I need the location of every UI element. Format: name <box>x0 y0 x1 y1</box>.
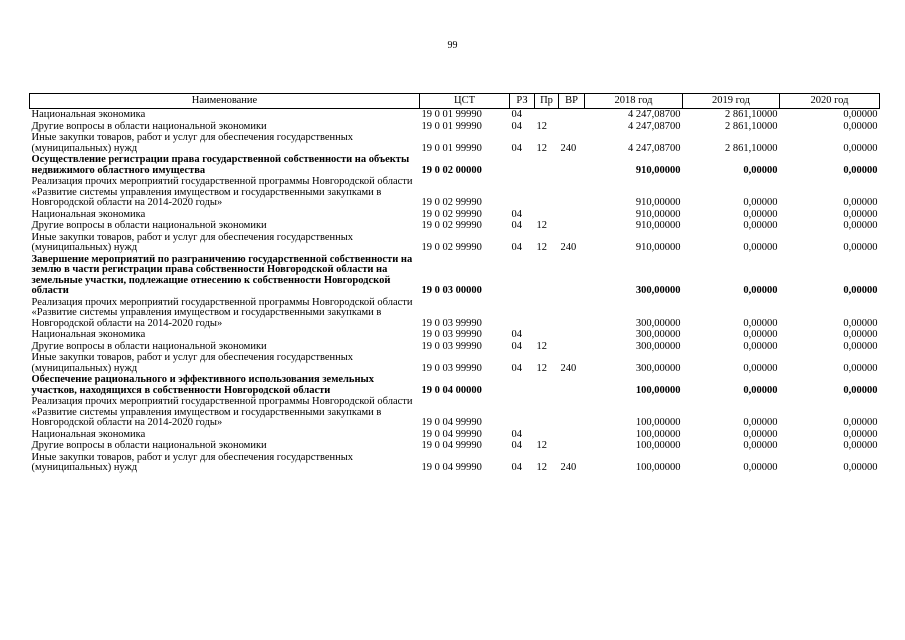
cell-2020: 0,00000 <box>843 120 878 132</box>
cell-pr: 12 <box>536 462 547 473</box>
table-row <box>30 374 880 396</box>
cell-rz: 04 <box>511 220 522 231</box>
cell-name: Иные закупки товаров, работ и услуг для обеспечения государственных (муниципальных) нужд <box>31 352 354 374</box>
cell-name: Реализация прочих мероприятий государственной программы Новгородской области «Развитие системы управления имуществом и государственными закупками в Новгородской области на 2014-2020 годы» <box>31 176 413 208</box>
table-row <box>30 154 880 176</box>
cell-vr <box>559 374 585 396</box>
cell-vr <box>559 254 585 297</box>
cell-2019: 0,00000 <box>743 362 778 374</box>
table-row <box>30 109 880 121</box>
cell-cst: 19 0 04 00000 <box>421 384 482 396</box>
cell-cst: 19 0 03 99990 <box>421 329 482 340</box>
cell-cst: 19 0 01 99990 <box>421 142 482 154</box>
cell-cst: 19 0 02 99990 <box>421 242 482 253</box>
cell-2018: 300,00000 <box>635 362 681 374</box>
cell-2018: 300,00000 <box>635 340 681 352</box>
cell-2020: 0,00000 <box>843 285 878 296</box>
cell-pr <box>535 254 559 297</box>
cell-vr <box>559 396 585 429</box>
cell-vr <box>559 341 585 353</box>
cell-2018: 910,00000 <box>635 197 681 208</box>
cell-rz: 04 <box>511 340 522 352</box>
cell-rz: 04 <box>511 362 522 374</box>
header-2020: 2020 год <box>780 94 880 109</box>
cell-name: Иные закупки товаров, работ и услуг для обеспечения государственных (муниципальных) нужд <box>31 231 354 253</box>
cell-2019: 0,00000 <box>743 340 778 352</box>
cell-vr <box>559 176 585 209</box>
table-row <box>30 440 880 452</box>
cell-vr: 240 <box>560 462 577 473</box>
cell-vr <box>559 440 585 452</box>
cell-2018: 910,00000 <box>635 220 681 231</box>
table-row <box>30 341 880 353</box>
cell-vr <box>559 209 585 221</box>
cell-rz <box>510 396 535 429</box>
table-row <box>30 176 880 209</box>
cell-cst: 19 0 04 99990 <box>421 440 482 451</box>
table-row <box>30 121 880 133</box>
cell-pr <box>535 297 559 330</box>
cell-rz: 04 <box>511 208 522 220</box>
cell-cst: 19 0 02 99990 <box>421 220 482 231</box>
cell-2020: 0,00000 <box>843 142 878 154</box>
cell-2019: 0,00000 <box>743 329 778 340</box>
cell-2018: 910,00000 <box>635 242 681 253</box>
cell-rz <box>510 154 535 176</box>
cell-2020: 0,00000 <box>843 242 878 253</box>
cell-2019: 0,00000 <box>743 220 778 231</box>
cell-pr: 12 <box>536 142 547 154</box>
header-pr: Пр <box>535 94 559 109</box>
table-row <box>30 396 880 429</box>
cell-2019: 0,00000 <box>743 317 778 329</box>
header-vr: ВР <box>559 94 585 109</box>
cell-2018: 4 247,08700 <box>628 120 681 132</box>
cell-pr <box>535 176 559 209</box>
header-2019: 2019 год <box>683 94 780 109</box>
cell-2019: 0,00000 <box>743 417 778 428</box>
cell-2018: 910,00000 <box>635 208 681 220</box>
cell-cst: 19 0 04 99990 <box>421 428 482 440</box>
cell-cst: 19 0 01 99990 <box>421 120 482 132</box>
cell-name: Реализация прочих мероприятий государственной программы Новгородской области «Развитие системы управления имуществом и государственными закупками в Новгородской области на 2014-2020 годы» <box>31 396 413 428</box>
cell-pr: 12 <box>536 340 547 352</box>
cell-2018: 300,00000 <box>635 329 681 340</box>
cell-name: Осуществление регистрации права государственной собственности на объекты недвижимого областного имущества <box>31 154 410 176</box>
cell-name: Другие вопросы в области национальной экономики <box>31 340 267 352</box>
cell-2019: 2 861,10000 <box>725 120 778 132</box>
cell-2020: 0,00000 <box>843 440 878 451</box>
cell-vr <box>559 329 585 341</box>
header-name: Наименование <box>30 94 420 109</box>
table-row <box>30 254 880 297</box>
cell-pr <box>535 396 559 429</box>
cell-2019: 0,00000 <box>743 428 778 440</box>
header-2018: 2018 год <box>585 94 683 109</box>
cell-rz: 04 <box>511 329 522 340</box>
cell-pr <box>535 329 559 341</box>
cell-name: Обеспечение рационального и эффективного использования земельных участков, находящихся в собственности Новгородской области <box>31 374 374 396</box>
cell-rz: 04 <box>511 142 522 154</box>
cell-name: Национальная экономика <box>31 329 146 340</box>
cell-pr <box>535 374 559 396</box>
cell-name: Национальная экономика <box>31 208 146 220</box>
cell-2019: 0,00000 <box>743 197 778 208</box>
cell-2018: 100,00000 <box>635 462 681 473</box>
cell-2020: 0,00000 <box>843 340 878 352</box>
cell-2018: 4 247,08700 <box>628 142 681 154</box>
cell-vr <box>559 154 585 176</box>
cell-2018: 100,00000 <box>635 440 681 451</box>
cell-2018: 100,00000 <box>635 428 681 440</box>
cell-rz <box>510 176 535 209</box>
table-row <box>30 132 880 154</box>
cell-pr: 12 <box>536 440 547 451</box>
cell-pr <box>535 154 559 176</box>
table-row <box>30 209 880 221</box>
cell-pr: 12 <box>536 362 547 374</box>
cell-2020: 0,00000 <box>843 109 878 120</box>
cell-pr <box>535 109 559 121</box>
cell-2020: 0,00000 <box>843 384 878 396</box>
cell-2018: 300,00000 <box>635 317 681 329</box>
cell-2020: 0,00000 <box>843 208 878 220</box>
cell-vr <box>559 109 585 121</box>
cell-2020: 0,00000 <box>843 329 878 340</box>
table-row <box>30 452 880 474</box>
cell-pr: 12 <box>536 242 547 253</box>
cell-name: Национальная экономика <box>31 109 146 120</box>
cell-rz: 04 <box>511 428 522 440</box>
cell-vr <box>559 297 585 330</box>
cell-2019: 2 861,10000 <box>725 142 778 154</box>
cell-vr: 240 <box>560 362 577 374</box>
cell-2019: 0,00000 <box>743 440 778 451</box>
table-body <box>30 109 880 474</box>
table-row <box>30 232 880 254</box>
cell-cst: 19 0 03 00000 <box>421 285 482 296</box>
cell-2019: 0,00000 <box>743 208 778 220</box>
cell-name: Национальная экономика <box>31 428 146 440</box>
cell-cst: 19 0 04 99990 <box>421 417 482 428</box>
cell-cst: 19 0 02 99990 <box>421 208 482 220</box>
cell-2019: 0,00000 <box>743 164 778 176</box>
cell-2019: 2 861,10000 <box>725 109 778 120</box>
cell-2020: 0,00000 <box>843 428 878 440</box>
cell-name: Другие вопросы в области национальной экономики <box>31 220 267 231</box>
budget-table <box>29 93 880 474</box>
cell-rz <box>510 374 535 396</box>
page-number: 99 <box>447 40 458 51</box>
cell-vr: 240 <box>560 242 577 253</box>
table-row <box>30 297 880 330</box>
cell-name: Реализация прочих мероприятий государственной программы Новгородской области «Развитие системы управления имуществом и государственными закупками в Новгородской области на 2014-2020 годы» <box>31 296 413 329</box>
cell-2018: 300,00000 <box>635 285 681 296</box>
cell-cst: 19 0 03 99990 <box>421 317 482 329</box>
cell-name: Другие вопросы в области национальной экономики <box>31 120 267 132</box>
cell-vr <box>559 121 585 133</box>
cell-vr: 240 <box>560 142 577 154</box>
cell-2018: 100,00000 <box>635 384 681 396</box>
cell-vr <box>559 429 585 441</box>
cell-2018: 100,00000 <box>635 417 681 428</box>
header-cst: ЦСТ <box>420 94 510 109</box>
cell-2020: 0,00000 <box>843 417 878 428</box>
table-row <box>30 429 880 441</box>
cell-pr: 12 <box>536 120 547 132</box>
cell-vr <box>559 220 585 232</box>
cell-name: Иные закупки товаров, работ и услуг для обеспечения государственных (муниципальных) нужд <box>31 451 354 473</box>
cell-2020: 0,00000 <box>843 317 878 329</box>
table-row <box>30 329 880 341</box>
cell-2020: 0,00000 <box>843 462 878 473</box>
cell-cst: 19 0 03 99990 <box>421 340 482 352</box>
cell-2019: 0,00000 <box>743 242 778 253</box>
header-rz: РЗ <box>510 94 535 109</box>
cell-2018: 4 247,08700 <box>628 109 681 120</box>
cell-pr: 12 <box>536 220 547 231</box>
cell-cst: 19 0 04 99990 <box>421 462 482 473</box>
cell-2019: 0,00000 <box>743 462 778 473</box>
cell-2018: 910,00000 <box>635 164 681 176</box>
cell-rz <box>510 254 535 297</box>
cell-2020: 0,00000 <box>843 220 878 231</box>
table-row <box>30 220 880 232</box>
cell-name: Другие вопросы в области национальной экономики <box>31 440 267 451</box>
cell-pr <box>535 429 559 441</box>
cell-rz: 04 <box>511 242 522 253</box>
cell-name: Иные закупки товаров, работ и услуг для обеспечения государственных (муниципальных) нужд <box>31 132 354 154</box>
table-row <box>30 352 880 374</box>
cell-pr <box>535 209 559 221</box>
cell-cst: 19 0 01 99990 <box>421 109 482 120</box>
cell-2019: 0,00000 <box>743 285 778 296</box>
cell-cst: 19 0 03 99990 <box>421 362 482 374</box>
cell-rz <box>510 297 535 330</box>
cell-rz: 04 <box>511 120 522 132</box>
table-header-row <box>30 94 880 109</box>
cell-rz: 04 <box>511 109 522 120</box>
cell-2020: 0,00000 <box>843 197 878 208</box>
cell-cst: 19 0 02 00000 <box>421 164 482 176</box>
cell-rz: 04 <box>511 462 522 473</box>
cell-rz: 04 <box>511 440 522 451</box>
cell-2019: 0,00000 <box>743 384 778 396</box>
cell-name: Завершение мероприятий по разграничению государственной собственности на землю в части регистрации права собственности Новгородской области на земельные участки, подлежащие отнесению к собственности Новгородской области <box>31 253 413 296</box>
cell-2020: 0,00000 <box>843 164 878 176</box>
cell-2020: 0,00000 <box>843 362 878 374</box>
cell-cst: 19 0 02 99990 <box>421 197 482 208</box>
